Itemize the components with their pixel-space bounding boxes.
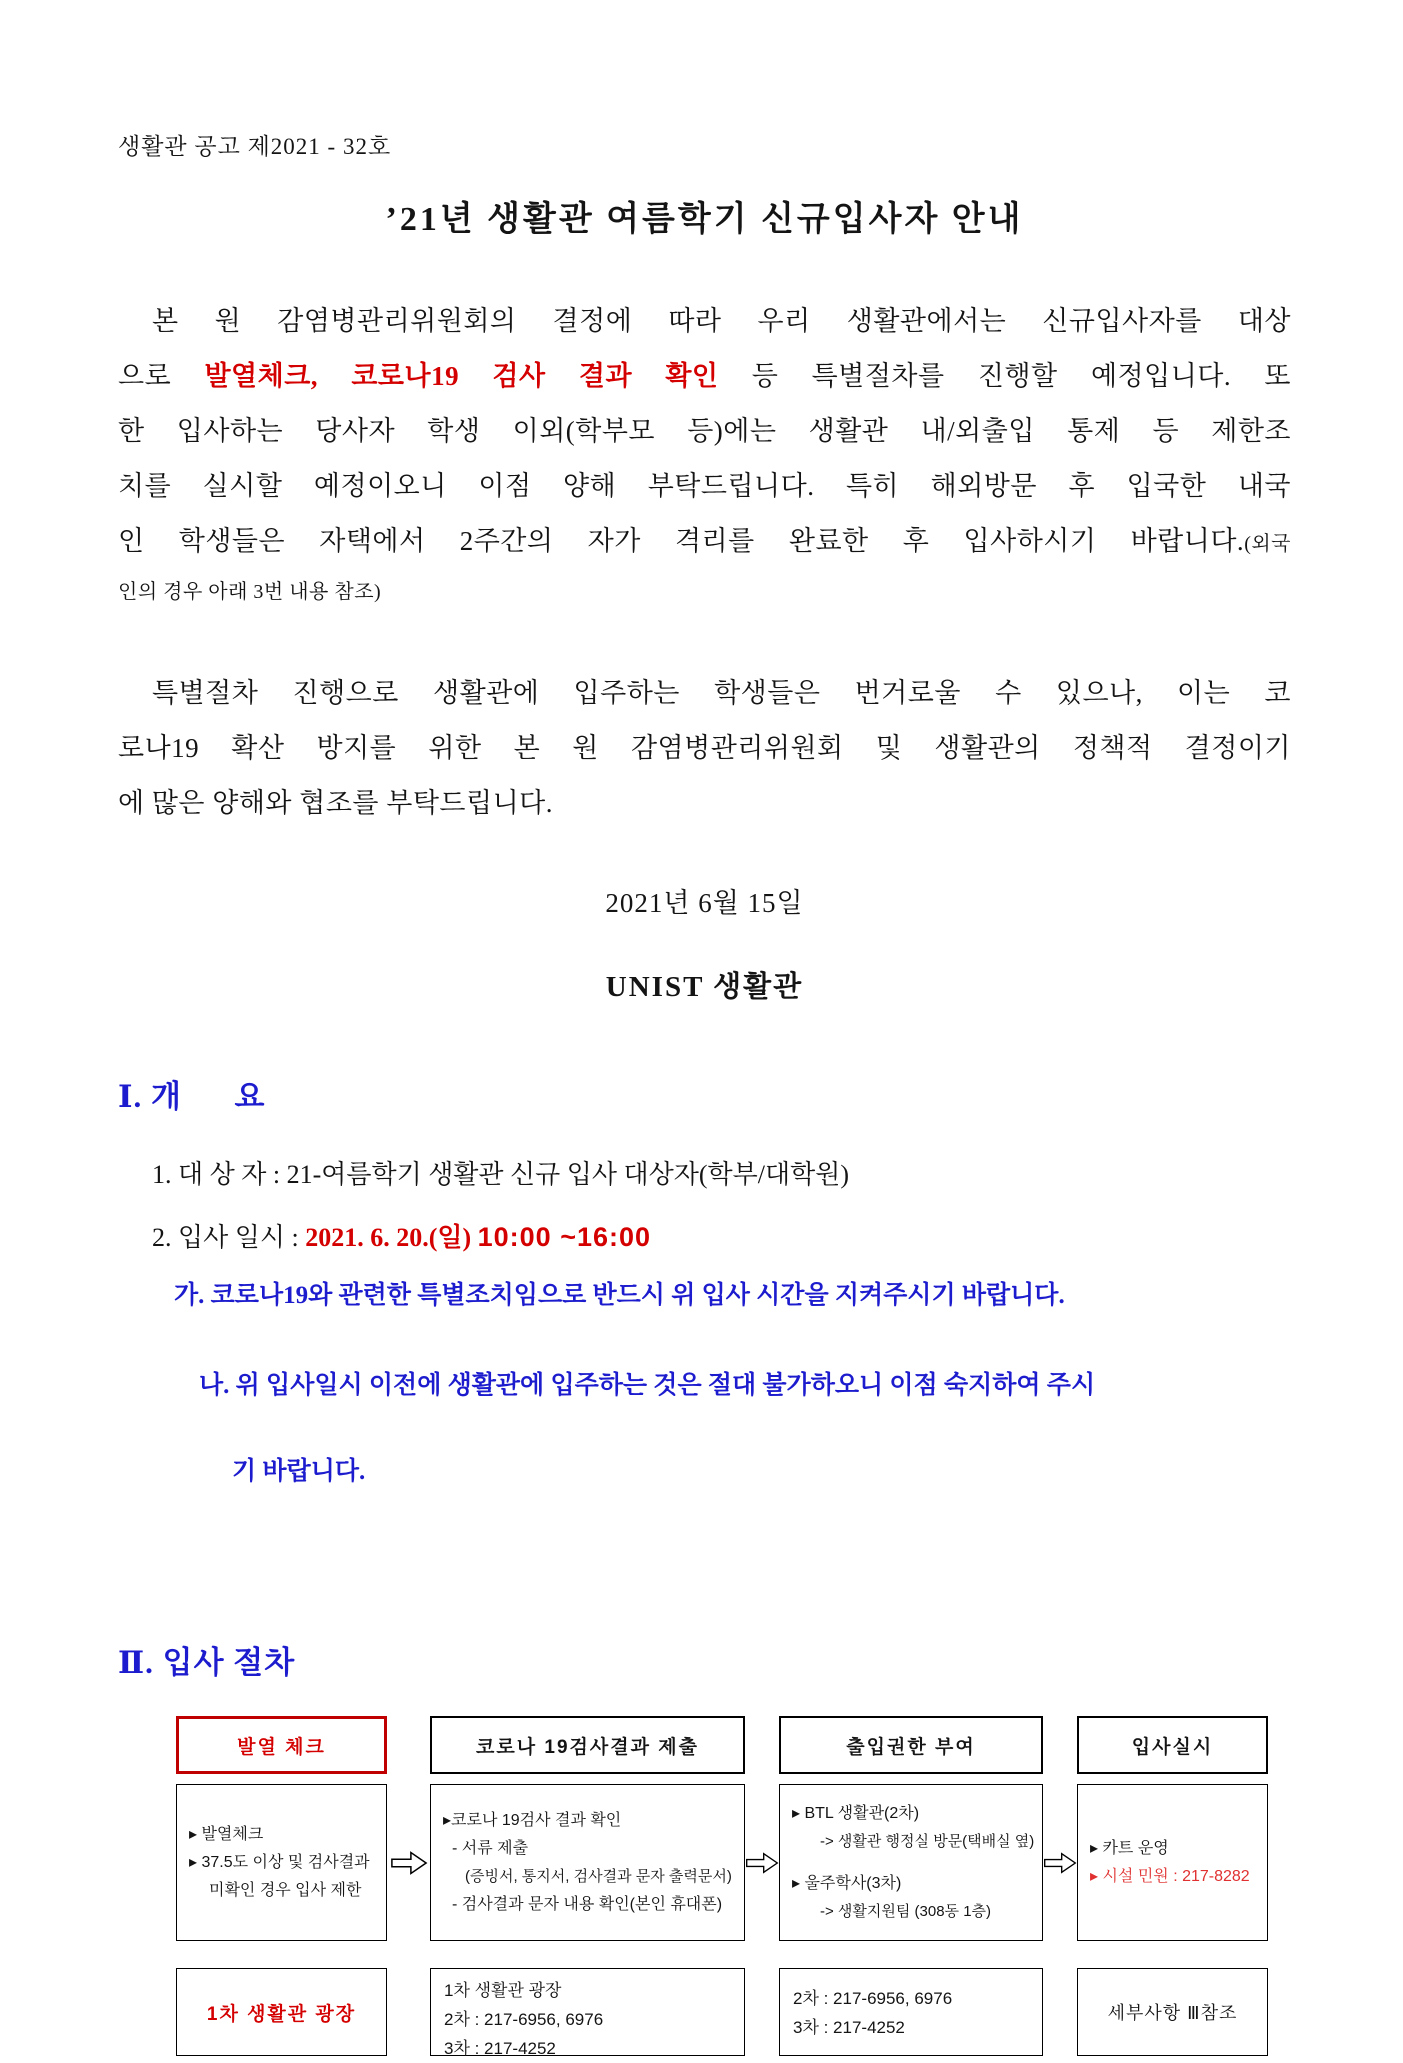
overview-subitem-na-line2: 기 바랍니다.	[232, 1458, 366, 1485]
flow-step-2-line-2: - 서류 제출	[452, 1839, 529, 1857]
second-paragraph	[118, 666, 1291, 831]
doc-number: 생활관 공고 제2021 - 32호	[118, 134, 392, 159]
second-line-1: 특별절차 진행으로 생활관에 입주하는 학생들은 번거로울 수 있으나, 이는 코	[152, 678, 1291, 708]
flow-step-2-line-1: ▸코로나 19검사 결과 확인	[443, 1811, 622, 1829]
flow-step-2-header: 코로나 19검사결과 제출	[430, 1716, 745, 1774]
overview-item-1: 1. 대 상 자 : 21-여름학기 생활관 신규 입사 대상자(학부/대학원)	[152, 1160, 849, 1189]
section-1-heading: Ⅰ. 개 요	[118, 1079, 266, 1114]
flow-step-2-footer	[430, 1968, 745, 2056]
intro-line-5	[118, 514, 1291, 572]
second-line-3: 에 많은 양해와 협조를 부탁드립니다.	[118, 788, 553, 818]
intro-line-2-pre: 으로	[118, 361, 205, 391]
flow-step-3-footer	[779, 1968, 1043, 2056]
flow-step-1-footer: 1차 생활관 광장	[176, 1968, 387, 2056]
flow-step-4-footer: 세부사항 Ⅲ참조	[1077, 1968, 1268, 2056]
flow-step-2-line-3: (증빙서, 통지서, 검사결과 문자 출력문서)	[465, 1867, 732, 1885]
flow-step-2-body	[430, 1784, 745, 1941]
intro-line-3: 한 입사하는 당사자 학생 이외(학부모 등)에는 생활관 내/외출입 통제 등 제한조	[118, 416, 1291, 446]
intro-paragraph	[118, 294, 1291, 612]
admission-flowchart	[176, 1716, 1291, 2056]
overview-item-2-date: 2021. 6. 20.(일)	[305, 1223, 478, 1252]
flow-step-3-line-4: -> 생활지원팀 (308동 1층)	[820, 1902, 992, 1920]
intro-line-5-note: (외국	[1244, 533, 1291, 555]
second-line-2: 로나19 확산 방지를 위한 본 원 감염병관리위원회 및 생활관의 정책적 결정이기	[118, 733, 1291, 763]
date-line: 2021년 6월 15일	[605, 888, 804, 918]
flow-step-3-header: 출입권한 부여	[779, 1716, 1043, 1774]
flow-step-2-footer-line-3: 3차 : 217-4252	[444, 2039, 556, 2058]
intro-line-2-post: 등 특별절차를 진행할 예정입니다. 또	[718, 361, 1291, 391]
flow-step-4-line-2: ▸ 시설 민원 : 217-8282	[1090, 1867, 1250, 1885]
intro-line-5-main: 인 학생들은 자택에서 2주간의 자가 격리를 완료한 후 입사하시기 바랍니다.	[118, 526, 1245, 556]
flow-step-1-line-2: ▸ 37.5도 이상 및 검사결과	[189, 1853, 370, 1871]
overview-subitem-na	[174, 1321, 1291, 1579]
intro-line-1: 본 원 감염병관리위원회의 결정에 따라 우리 생활관에서는 신규입사자를 대상	[152, 306, 1291, 336]
flow-arrow-icon	[1043, 1784, 1077, 1941]
flow-step-3-footer-line-1: 2차 : 217-6956, 6976	[793, 1989, 953, 2008]
page-title: ’21년 생활관 여름학기 신규입사자 안내	[385, 201, 1024, 238]
flow-arrow-icon	[387, 1784, 430, 1941]
flow-step-3-line-2: -> 생활관 행정실 방문(택배실 옆)	[820, 1832, 1035, 1850]
flow-step-1-body	[176, 1784, 387, 1941]
flow-step-3-line-3: ▸ 울주학사(3차)	[792, 1874, 902, 1892]
overview-subitem-na-line1: 나. 위 입사일시 이전에 생활관에 입주하는 것은 절대 불가하오니 이점 숙지하여 주시	[199, 1372, 1096, 1399]
flow-step-3-body	[779, 1784, 1043, 1941]
overview-item-2-time: 10:00 ~16:00	[477, 1222, 652, 1252]
signature: UNIST 생활관	[605, 971, 804, 1003]
flow-step-1-line-1: ▸ 발열체크	[189, 1825, 264, 1843]
flow-step-4-line-1: ▸ 카트 운영	[1090, 1839, 1169, 1857]
intro-line-4: 치를 실시할 예정이오니 이점 양해 부탁드립니다. 특히 해외방문 후 입국한 내국	[118, 471, 1291, 501]
flow-step-1-line-3: 미확인 경우 입사 제한	[209, 1881, 362, 1899]
section-2-heading: Ⅱ. 입사 절차	[118, 1645, 296, 1680]
intro-line-2	[118, 349, 1291, 404]
flow-step-3-footer-line-2: 3차 : 217-4252	[793, 2018, 905, 2037]
flow-step-4-header: 입사실시	[1077, 1716, 1268, 1774]
flow-arrow-icon	[745, 1784, 779, 1941]
intro-line-6: 인의 경우 아래 3번 내용 참조)	[118, 581, 382, 603]
flow-step-3-spacer	[792, 1856, 1034, 1870]
flow-step-2-footer-line-1: 1차 생활관 광장	[444, 1981, 562, 2000]
flow-step-3-line-1: ▸ BTL 생활관(2차)	[792, 1804, 920, 1822]
flow-step-2-line-4: - 검사결과 문자 내용 확인(본인 휴대폰)	[452, 1895, 723, 1913]
overview-item-2-label: 2. 입사 일시 :	[152, 1223, 306, 1252]
overview-item-2	[152, 1217, 1291, 1254]
flow-step-1-header: 발열 체크	[176, 1716, 387, 1774]
overview-subitem-ga: 가. 코로나19와 관련한 특별조치임으로 반드시 위 입사 시간을 지켜주시기 바랍니다.	[174, 1282, 1065, 1309]
flow-step-4-body	[1077, 1784, 1268, 1941]
flow-step-2-footer-line-2: 2차 : 217-6956, 6976	[444, 2010, 604, 2029]
intro-line-2-highlight: 발열체크, 코로나19 검사 결과 확인	[204, 361, 719, 391]
